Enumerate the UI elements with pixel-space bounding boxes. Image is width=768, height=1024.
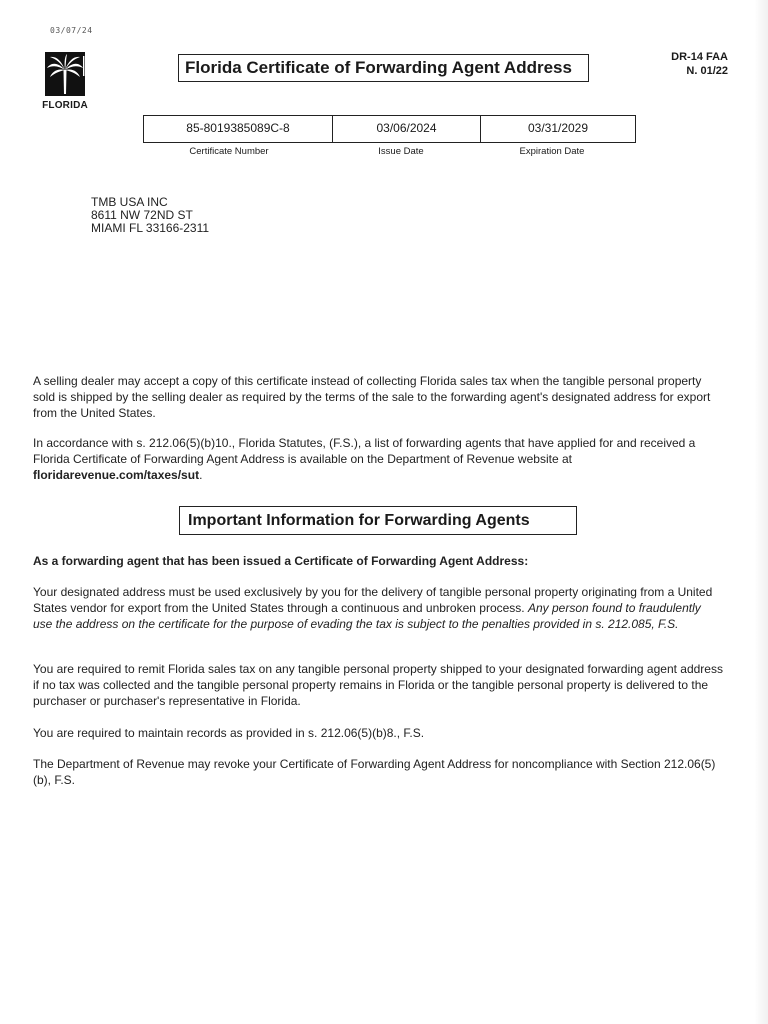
- intro-paragraph-1: A selling dealer may accept a copy of this certificate instead of collecting Florida sales tax when the tangible personal property sold is shipped by the selling dealer as required by the terms of the sale to the forwarding agent's designated address for export from the United States.: [33, 374, 711, 420]
- important-paragraph-1: [33, 584, 723, 632]
- palm-tree-icon: [40, 48, 90, 100]
- penalty-warning: Any person found to fraudulently use the address on the certificate for the purpose of evading the tax is subject to the penalties provided in s. 212.085, F.S.: [33, 601, 701, 631]
- form-revision: N. 01/22: [686, 65, 728, 77]
- website-link[interactable]: floridarevenue.com/taxes/sut: [33, 468, 200, 482]
- certificate-number-label: Certificate Number: [189, 146, 269, 157]
- expiration-date-label: Expiration Date: [519, 146, 585, 157]
- intro-paragraph-2-text: In accordance with s. 212.06(5)(b)10., Florida Statutes, (F.S.), a list of forwarding agents that have applied for and received a Florida Certificate of Forwarding Agent Address is available on the Department of Revenue website at: [33, 436, 696, 466]
- intro-paragraph-2: [33, 435, 723, 483]
- certificate-number-value: 85-8019385089C-8: [144, 116, 333, 142]
- florida-logo: [40, 48, 90, 116]
- certificate-field-labels: [143, 146, 636, 157]
- form-code: DR-14 FAA: [671, 51, 728, 63]
- important-paragraph-1-text: Your designated address must be used exclusively by you for the delivery of tangible personal property originating from a United States vendor for export from the United States through a continuous and unbroken process.: [33, 585, 713, 615]
- website-suffix: .: [199, 468, 203, 482]
- expiration-date-value: 03/31/2029: [527, 121, 589, 135]
- important-paragraph-4: The Department of Revenue may revoke your Certificate of Forwarding Agent Address for noncompliance with Section 212.06(5)(b), F.S.: [33, 757, 716, 787]
- address-name: TMB USA INC: [91, 195, 168, 209]
- address-city: MIAMI FL 33166-2311: [91, 221, 210, 235]
- certificate-info-table: [143, 115, 636, 143]
- section-heading-important: Important Information for Forwarding Agents: [179, 506, 577, 535]
- mailing-address: [91, 196, 209, 235]
- form-number: [671, 50, 728, 78]
- important-paragraph-2: You are required to remit Florida sales tax on any tangible personal property shipped to your designated forwarding agent address if no tax was collected and the tangible personal property remains in Florida or the tangible personal property is delivered to the purchaser or purchaser's representative in Florida.: [33, 662, 723, 708]
- important-subheading: As a forwarding agent that has been issued a Certificate of Forwarding Agent Address:: [33, 554, 529, 568]
- issue-date-value: 03/06/2024: [333, 116, 481, 142]
- document-title: Florida Certificate of Forwarding Agent Address: [178, 54, 589, 82]
- important-paragraph-3: You are required to maintain records as provided in s. 212.06(5)(b)8., F.S.: [33, 726, 425, 740]
- address-street: 8611 NW 72ND ST: [91, 208, 193, 222]
- issue-date-label: Issue Date: [378, 146, 424, 157]
- logo-wordmark: FLORIDA: [42, 100, 88, 111]
- page-edge-shadow: [754, 0, 768, 1024]
- stamp-date: 03/07/24: [50, 26, 93, 35]
